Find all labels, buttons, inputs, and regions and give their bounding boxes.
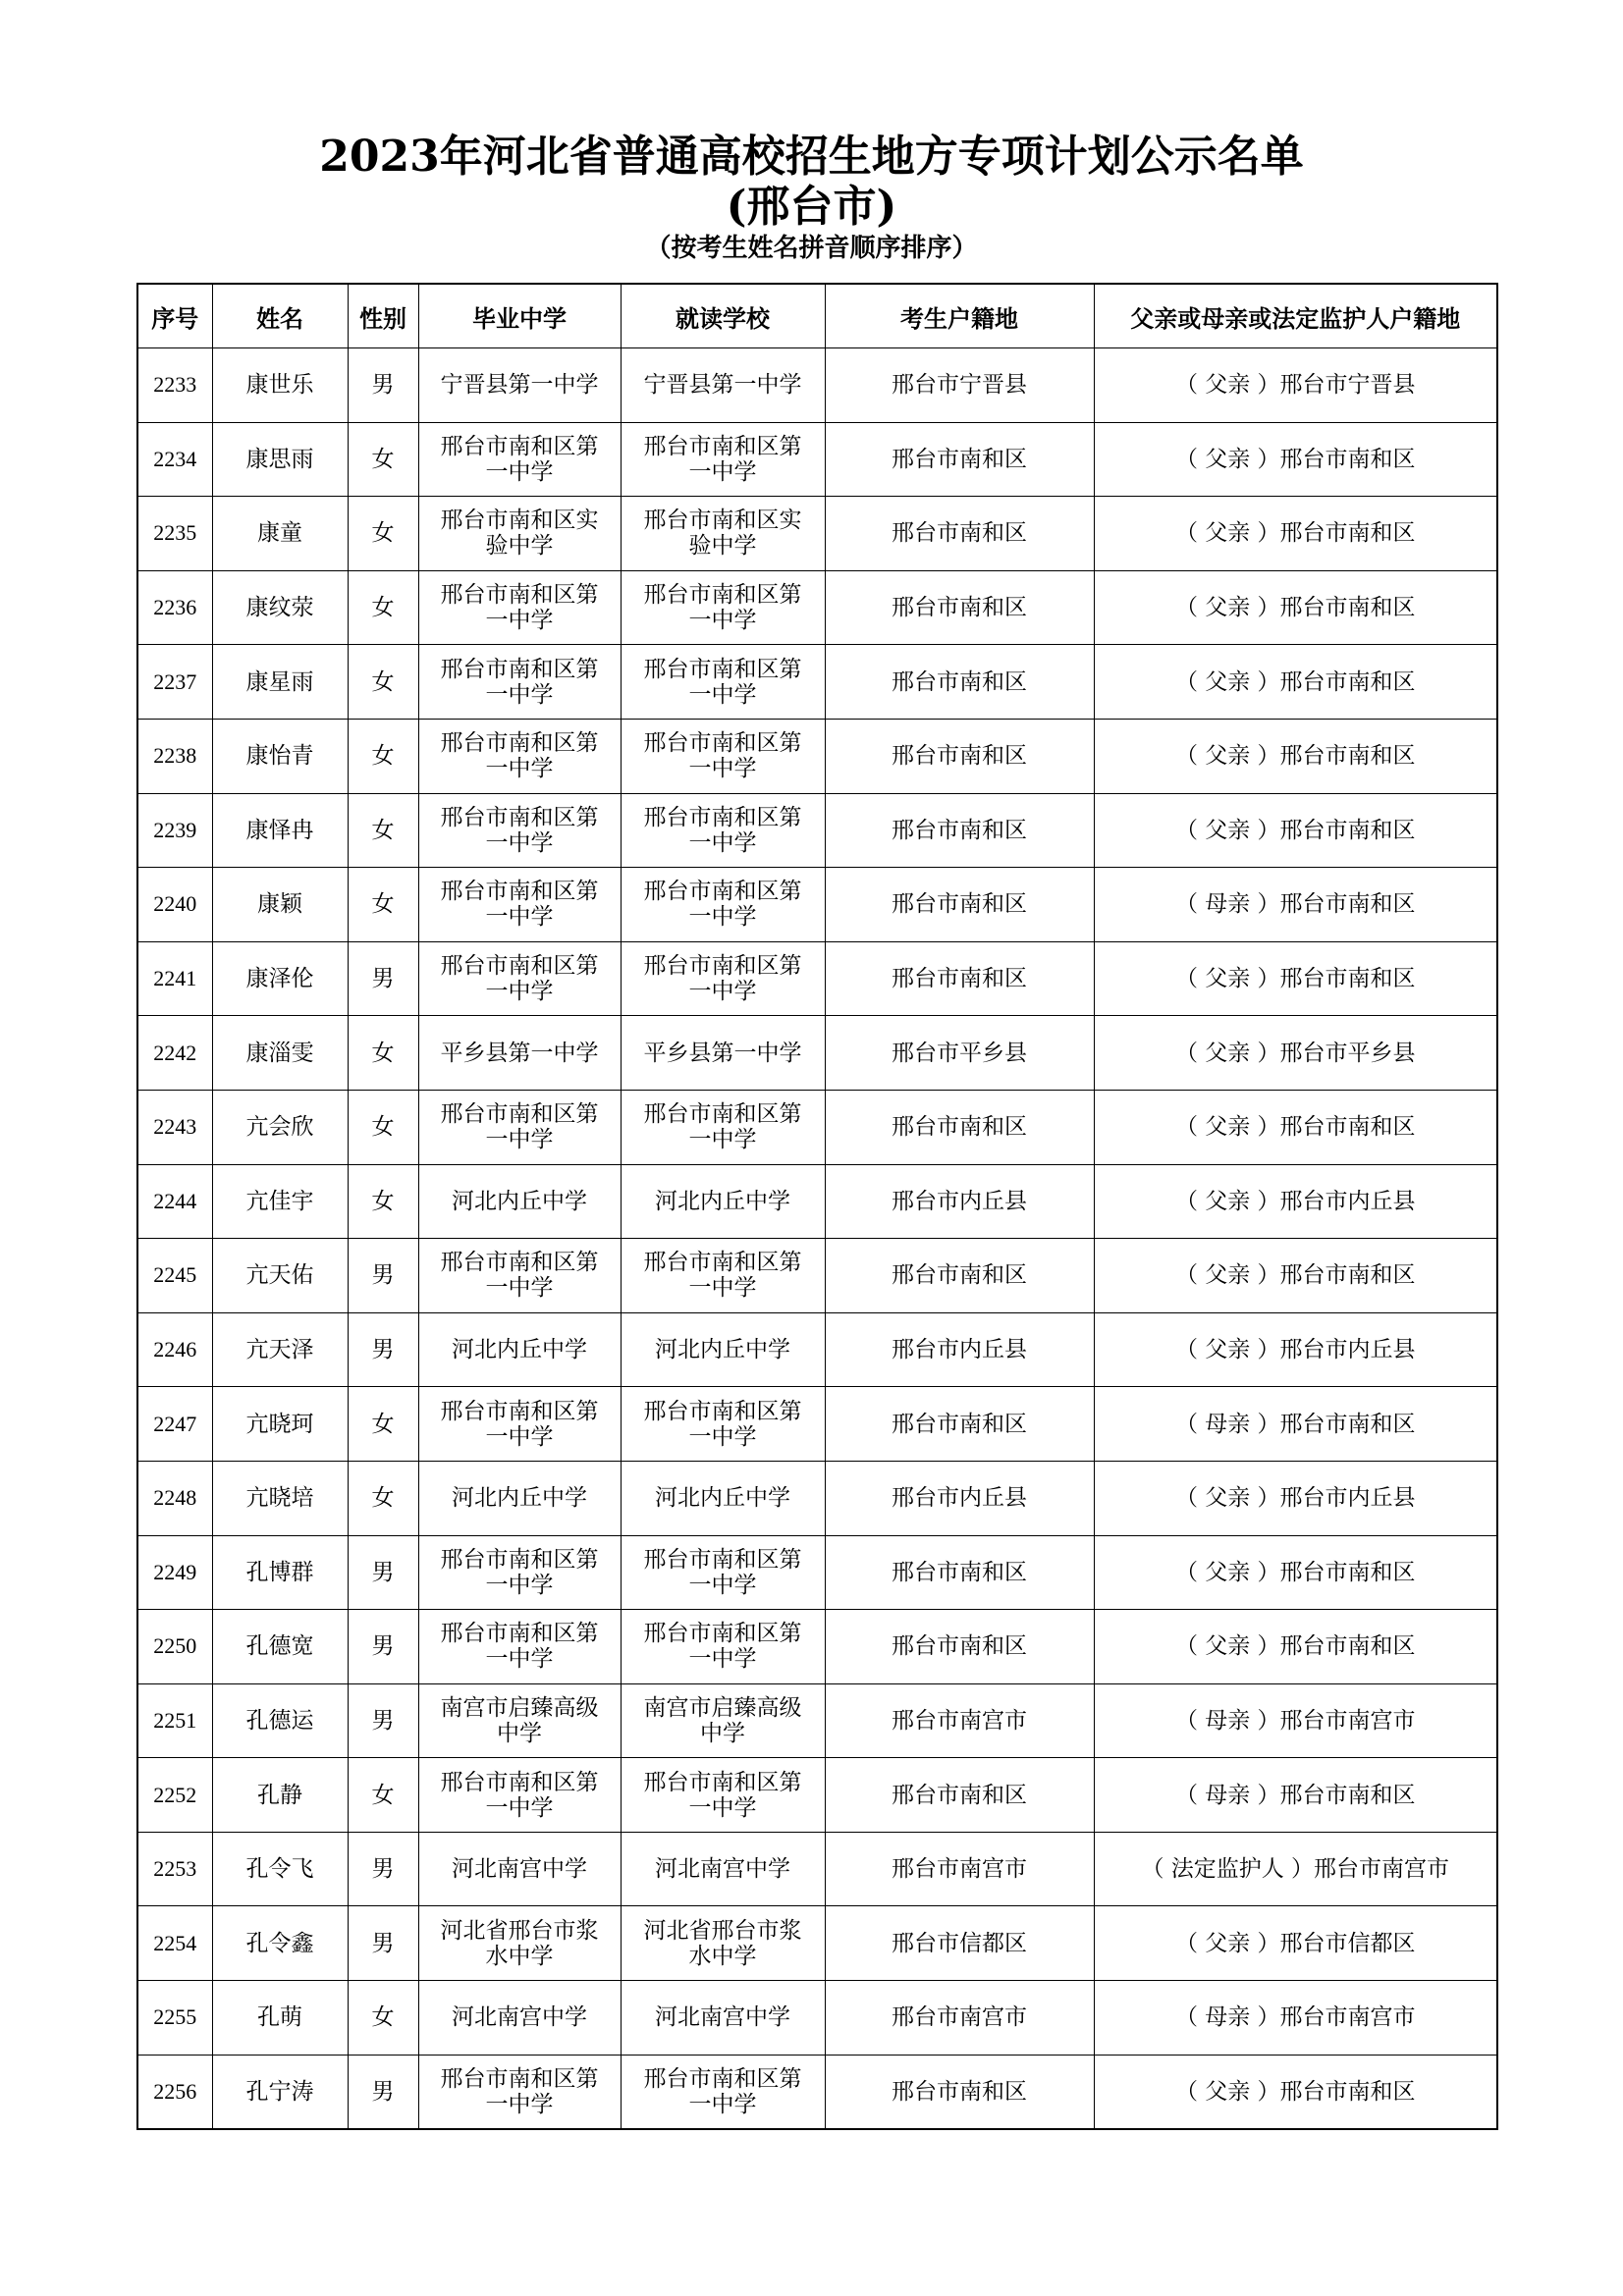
- header-graduation-school: 毕业中学: [418, 284, 621, 348]
- cell-graduation-school: 南宫市启臻高级中学: [418, 1683, 621, 1758]
- cell-seq: 2249: [137, 1535, 212, 1610]
- cell-household-registration: 邢台市宁晋县: [825, 348, 1094, 423]
- cell-name: 亢会欣: [212, 1090, 348, 1164]
- cell-current-school: 邢台市南和区第一中学: [621, 645, 825, 720]
- cell-graduation-school: 邢台市南和区第一中学: [418, 1090, 621, 1164]
- cell-household-registration: 邢台市南和区: [825, 2055, 1094, 2129]
- cell-gender: 女: [348, 1164, 418, 1239]
- sort-note: （按考生姓名拼音顺序排序）: [645, 234, 978, 263]
- table-row: [137, 1535, 1497, 1610]
- cell-guardian-registration: （ 母亲 ）邢台市南宫市: [1094, 1981, 1497, 2056]
- cell-guardian-registration: （ 父亲 ）邢台市南和区: [1094, 793, 1497, 868]
- table-row: [137, 570, 1497, 645]
- table-row: [137, 793, 1497, 868]
- cell-current-school: 邢台市南和区第一中学: [621, 422, 825, 497]
- cell-seq: 2255: [137, 1981, 212, 2056]
- cell-gender: 女: [348, 1016, 418, 1091]
- header-current-school: 就读学校: [621, 284, 825, 348]
- cell-seq: 2238: [137, 719, 212, 793]
- cell-guardian-registration: （ 父亲 ）邢台市南和区: [1094, 570, 1497, 645]
- cell-seq: 2250: [137, 1610, 212, 1684]
- cell-current-school: 邢台市南和区第一中学: [621, 719, 825, 793]
- cell-household-registration: 邢台市信都区: [825, 1906, 1094, 1981]
- cell-household-registration: 邢台市南和区: [825, 645, 1094, 720]
- cell-seq: 2244: [137, 1164, 212, 1239]
- cell-name: 亢晓珂: [212, 1387, 348, 1462]
- cell-current-school: 邢台市南和区第一中学: [621, 570, 825, 645]
- cell-guardian-registration: （ 母亲 ）邢台市南和区: [1094, 1387, 1497, 1462]
- cell-current-school: 河北内丘中学: [621, 1312, 825, 1387]
- cell-current-school: 邢台市南和区第一中学: [621, 1535, 825, 1610]
- cell-current-school: 邢台市南和区第一中学: [621, 941, 825, 1016]
- cell-household-registration: 邢台市南和区: [825, 1610, 1094, 1684]
- cell-graduation-school: 邢台市南和区第一中学: [418, 719, 621, 793]
- cell-guardian-registration: （ 父亲 ）邢台市内丘县: [1094, 1461, 1497, 1535]
- cell-graduation-school: 河北南宫中学: [418, 1832, 621, 1906]
- cell-household-registration: 邢台市南和区: [825, 570, 1094, 645]
- cell-name: 亢天佑: [212, 1239, 348, 1313]
- cell-current-school: 邢台市南和区第一中学: [621, 1239, 825, 1313]
- cell-seq: 2253: [137, 1832, 212, 1906]
- cell-current-school: 邢台市南和区第一中学: [621, 2055, 825, 2129]
- table-row: [137, 1832, 1497, 1906]
- cell-current-school: 河北南宫中学: [621, 1832, 825, 1906]
- cell-name: 孔博群: [212, 1535, 348, 1610]
- cell-gender: 男: [348, 1535, 418, 1610]
- cell-seq: 2243: [137, 1090, 212, 1164]
- table-row: [137, 497, 1497, 571]
- cell-current-school: 宁晋县第一中学: [621, 348, 825, 423]
- cell-gender: 女: [348, 645, 418, 720]
- cell-gender: 女: [348, 1090, 418, 1164]
- cell-seq: 2239: [137, 793, 212, 868]
- table-row: [137, 1016, 1497, 1091]
- cell-gender: 男: [348, 1906, 418, 1981]
- cell-name: 康淄雯: [212, 1016, 348, 1091]
- cell-gender: 男: [348, 348, 418, 423]
- cell-household-registration: 邢台市南和区: [825, 1387, 1094, 1462]
- cell-name: 亢佳宇: [212, 1164, 348, 1239]
- cell-seq: 2256: [137, 2055, 212, 2129]
- cell-current-school: 河北省邢台市浆水中学: [621, 1906, 825, 1981]
- cell-graduation-school: 邢台市南和区第一中学: [418, 422, 621, 497]
- cell-guardian-registration: （ 父亲 ）邢台市内丘县: [1094, 1164, 1497, 1239]
- cell-household-registration: 邢台市内丘县: [825, 1461, 1094, 1535]
- cell-household-registration: 邢台市南和区: [825, 1535, 1094, 1610]
- cell-graduation-school: 邢台市南和区第一中学: [418, 1535, 621, 1610]
- cell-household-registration: 邢台市内丘县: [825, 1312, 1094, 1387]
- cell-name: 亢晓培: [212, 1461, 348, 1535]
- cell-household-registration: 邢台市内丘县: [825, 1164, 1094, 1239]
- header-guardian-registration: 父亲或母亲或法定监护人户籍地: [1094, 284, 1497, 348]
- table-row: [137, 348, 1497, 423]
- cell-gender: 女: [348, 497, 418, 571]
- cell-gender: 男: [348, 941, 418, 1016]
- cell-guardian-registration: （ 父亲 ）邢台市平乡县: [1094, 1016, 1497, 1091]
- cell-guardian-registration: （ 母亲 ）邢台市南宫市: [1094, 1683, 1497, 1758]
- cell-seq: 2241: [137, 941, 212, 1016]
- table-row: [137, 719, 1497, 793]
- cell-gender: 女: [348, 422, 418, 497]
- cell-household-registration: 邢台市南和区: [825, 497, 1094, 571]
- cell-graduation-school: 宁晋县第一中学: [418, 348, 621, 423]
- cell-gender: 男: [348, 1683, 418, 1758]
- cell-name: 康世乐: [212, 348, 348, 423]
- cell-gender: 男: [348, 1610, 418, 1684]
- cell-graduation-school: 邢台市南和区第一中学: [418, 1239, 621, 1313]
- cell-guardian-registration: （ 父亲 ）邢台市南和区: [1094, 422, 1497, 497]
- cell-current-school: 邢台市南和区第一中学: [621, 793, 825, 868]
- cell-seq: 2240: [137, 868, 212, 942]
- cell-current-school: 河北南宫中学: [621, 1981, 825, 2056]
- cell-current-school: 邢台市南和区第一中学: [621, 1610, 825, 1684]
- cell-gender: 女: [348, 868, 418, 942]
- header-gender: 性别: [348, 284, 418, 348]
- cell-graduation-school: 河北省邢台市浆水中学: [418, 1906, 621, 1981]
- cell-gender: 女: [348, 1981, 418, 2056]
- cell-graduation-school: 邢台市南和区第一中学: [418, 1610, 621, 1684]
- cell-gender: 女: [348, 570, 418, 645]
- cell-household-registration: 邢台市南和区: [825, 793, 1094, 868]
- cell-name: 康思雨: [212, 422, 348, 497]
- cell-graduation-school: 邢台市南和区实验中学: [418, 497, 621, 571]
- cell-name: 孔萌: [212, 1981, 348, 2056]
- cell-current-school: 邢台市南和区第一中学: [621, 1758, 825, 1833]
- cell-seq: 2247: [137, 1387, 212, 1462]
- cell-guardian-registration: （ 父亲 ）邢台市南和区: [1094, 645, 1497, 720]
- cell-guardian-registration: （ 母亲 ）邢台市南和区: [1094, 1758, 1497, 1833]
- cell-graduation-school: 邢台市南和区第一中学: [418, 1758, 621, 1833]
- cell-guardian-registration: （ 法定监护人 ）邢台市南宫市: [1094, 1832, 1497, 1906]
- cell-current-school: 邢台市南和区第一中学: [621, 1387, 825, 1462]
- cell-seq: 2245: [137, 1239, 212, 1313]
- cell-gender: 男: [348, 1239, 418, 1313]
- cell-seq: 2242: [137, 1016, 212, 1091]
- table-row: [137, 1906, 1497, 1981]
- cell-household-registration: 邢台市南宫市: [825, 1832, 1094, 1906]
- cell-guardian-registration: （ 父亲 ）邢台市南和区: [1094, 1090, 1497, 1164]
- cell-name: 康怡青: [212, 719, 348, 793]
- cell-gender: 男: [348, 2055, 418, 2129]
- cell-seq: 2254: [137, 1906, 212, 1981]
- cell-household-registration: 邢台市南和区: [825, 719, 1094, 793]
- cell-current-school: 河北内丘中学: [621, 1164, 825, 1239]
- cell-graduation-school: 邢台市南和区第一中学: [418, 2055, 621, 2129]
- table-row: [137, 1312, 1497, 1387]
- table-row: [137, 1758, 1497, 1833]
- cell-name: 孔德运: [212, 1683, 348, 1758]
- table-row: [137, 1610, 1497, 1684]
- cell-name: 康怿冉: [212, 793, 348, 868]
- table-row: [137, 1387, 1497, 1462]
- cell-gender: 女: [348, 1758, 418, 1833]
- cell-gender: 女: [348, 793, 418, 868]
- table-row: [137, 645, 1497, 720]
- cell-graduation-school: 河北内丘中学: [418, 1312, 621, 1387]
- header-name: 姓名: [212, 284, 348, 348]
- cell-current-school: 平乡县第一中学: [621, 1016, 825, 1091]
- cell-guardian-registration: （ 父亲 ）邢台市宁晋县: [1094, 348, 1497, 423]
- cell-name: 康童: [212, 497, 348, 571]
- cell-guardian-registration: （ 父亲 ）邢台市南和区: [1094, 719, 1497, 793]
- page-title: 2023年河北省普通高校招生地方专项计划公示名单: [319, 132, 1304, 182]
- roster-table: [136, 283, 1498, 2130]
- table-row: [137, 1090, 1497, 1164]
- cell-household-registration: 邢台市南和区: [825, 941, 1094, 1016]
- cell-gender: 女: [348, 1461, 418, 1535]
- cell-household-registration: 邢台市南和区: [825, 1239, 1094, 1313]
- cell-name: 康颖: [212, 868, 348, 942]
- cell-seq: 2251: [137, 1683, 212, 1758]
- cell-current-school: 邢台市南和区第一中学: [621, 868, 825, 942]
- cell-graduation-school: 平乡县第一中学: [418, 1016, 621, 1091]
- cell-name: 亢天泽: [212, 1312, 348, 1387]
- cell-guardian-registration: （ 父亲 ）邢台市南和区: [1094, 1535, 1497, 1610]
- cell-name: 康纹荥: [212, 570, 348, 645]
- cell-name: 康泽伦: [212, 941, 348, 1016]
- cell-graduation-school: 邢台市南和区第一中学: [418, 570, 621, 645]
- table-row: [137, 1683, 1497, 1758]
- cell-household-registration: 邢台市平乡县: [825, 1016, 1094, 1091]
- cell-guardian-registration: （ 父亲 ）邢台市南和区: [1094, 2055, 1497, 2129]
- cell-graduation-school: 邢台市南和区第一中学: [418, 645, 621, 720]
- cell-household-registration: 邢台市南和区: [825, 422, 1094, 497]
- table-row: [137, 868, 1497, 942]
- table-row: [137, 1461, 1497, 1535]
- cell-guardian-registration: （ 母亲 ）邢台市南和区: [1094, 868, 1497, 942]
- page-subtitle: (邢台市): [726, 182, 897, 232]
- table-row: [137, 1164, 1497, 1239]
- cell-gender: 男: [348, 1312, 418, 1387]
- table-row: [137, 1239, 1497, 1313]
- cell-graduation-school: 河北内丘中学: [418, 1164, 621, 1239]
- header-household-registration: 考生户籍地: [825, 284, 1094, 348]
- cell-household-registration: 邢台市南宫市: [825, 1981, 1094, 2056]
- cell-gender: 男: [348, 1832, 418, 1906]
- cell-current-school: 河北内丘中学: [621, 1461, 825, 1535]
- cell-graduation-school: 河北内丘中学: [418, 1461, 621, 1535]
- cell-seq: 2248: [137, 1461, 212, 1535]
- table-header-row: [137, 284, 1497, 348]
- cell-guardian-registration: （ 父亲 ）邢台市信都区: [1094, 1906, 1497, 1981]
- cell-name: 孔宁涛: [212, 2055, 348, 2129]
- cell-name: 孔令飞: [212, 1832, 348, 1906]
- cell-graduation-school: 河北南宫中学: [418, 1981, 621, 2056]
- cell-household-registration: 邢台市南宫市: [825, 1683, 1094, 1758]
- cell-seq: 2233: [137, 348, 212, 423]
- cell-name: 孔静: [212, 1758, 348, 1833]
- table-row: [137, 1981, 1497, 2056]
- cell-name: 康星雨: [212, 645, 348, 720]
- cell-guardian-registration: （ 父亲 ）邢台市南和区: [1094, 1239, 1497, 1313]
- cell-household-registration: 邢台市南和区: [825, 1758, 1094, 1833]
- cell-seq: 2237: [137, 645, 212, 720]
- cell-seq: 2246: [137, 1312, 212, 1387]
- cell-graduation-school: 邢台市南和区第一中学: [418, 793, 621, 868]
- cell-seq: 2236: [137, 570, 212, 645]
- cell-guardian-registration: （ 父亲 ）邢台市南和区: [1094, 497, 1497, 571]
- cell-current-school: 邢台市南和区第一中学: [621, 1090, 825, 1164]
- header-seq: 序号: [137, 284, 212, 348]
- cell-guardian-registration: （ 父亲 ）邢台市南和区: [1094, 941, 1497, 1016]
- cell-graduation-school: 邢台市南和区第一中学: [418, 1387, 621, 1462]
- cell-gender: 女: [348, 1387, 418, 1462]
- table-row: [137, 422, 1497, 497]
- cell-seq: 2234: [137, 422, 212, 497]
- cell-seq: 2252: [137, 1758, 212, 1833]
- cell-graduation-school: 邢台市南和区第一中学: [418, 941, 621, 1016]
- cell-guardian-registration: （ 父亲 ）邢台市内丘县: [1094, 1312, 1497, 1387]
- table-row: [137, 941, 1497, 1016]
- cell-guardian-registration: （ 父亲 ）邢台市南和区: [1094, 1610, 1497, 1684]
- cell-current-school: 南宫市启臻高级中学: [621, 1683, 825, 1758]
- cell-household-registration: 邢台市南和区: [825, 868, 1094, 942]
- cell-current-school: 邢台市南和区实验中学: [621, 497, 825, 571]
- cell-household-registration: 邢台市南和区: [825, 1090, 1094, 1164]
- cell-graduation-school: 邢台市南和区第一中学: [418, 868, 621, 942]
- cell-name: 孔令鑫: [212, 1906, 348, 1981]
- table-row: [137, 2055, 1497, 2129]
- cell-seq: 2235: [137, 497, 212, 571]
- cell-gender: 女: [348, 719, 418, 793]
- cell-name: 孔德宽: [212, 1610, 348, 1684]
